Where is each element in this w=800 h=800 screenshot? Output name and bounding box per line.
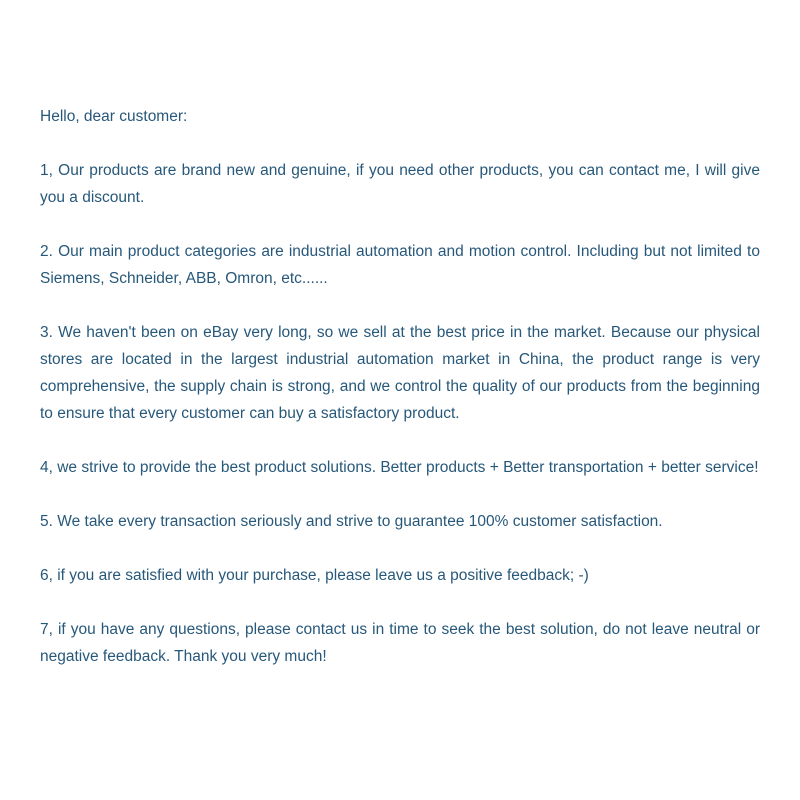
notice-paragraph-5: 5. We take every transaction seriously and strive to guarantee 100% customer satisfaction. (40, 513, 663, 530)
notice-paragraph-2: 2. Our main product categories are industrial automation and motion control. Including but not limited to Siemens, Schneider, ABB, Omron, etc...... (40, 243, 760, 287)
customer-notice (40, 103, 760, 697)
notice-paragraph-3: 3. We haven't been on eBay very long, so we sell at the best price in the market. Because our physical stores are located in the largest industrial automation market in China, the product range is very comprehensive, the supply chain is strong, and we control the quality of our products from the beginning to ensure that every customer can buy a satisfactory product. (40, 324, 760, 422)
greeting-line: Hello, dear customer: (40, 108, 188, 125)
notice-paragraph-4: 4, we strive to provide the best product solutions. Better products + Better transportation + better service! (40, 459, 759, 476)
notice-paragraph-6: 6, if you are satisfied with your purchase, please leave us a positive feedback; -) (40, 567, 589, 584)
notice-paragraph-7: 7, if you have any questions, please contact us in time to seek the best solution, do not leave neutral or negative feedback. Thank you very much! (40, 621, 760, 665)
notice-paragraph-1: 1, Our products are brand new and genuine, if you need other products, you can contact me, I will give you a discount. (40, 162, 760, 206)
